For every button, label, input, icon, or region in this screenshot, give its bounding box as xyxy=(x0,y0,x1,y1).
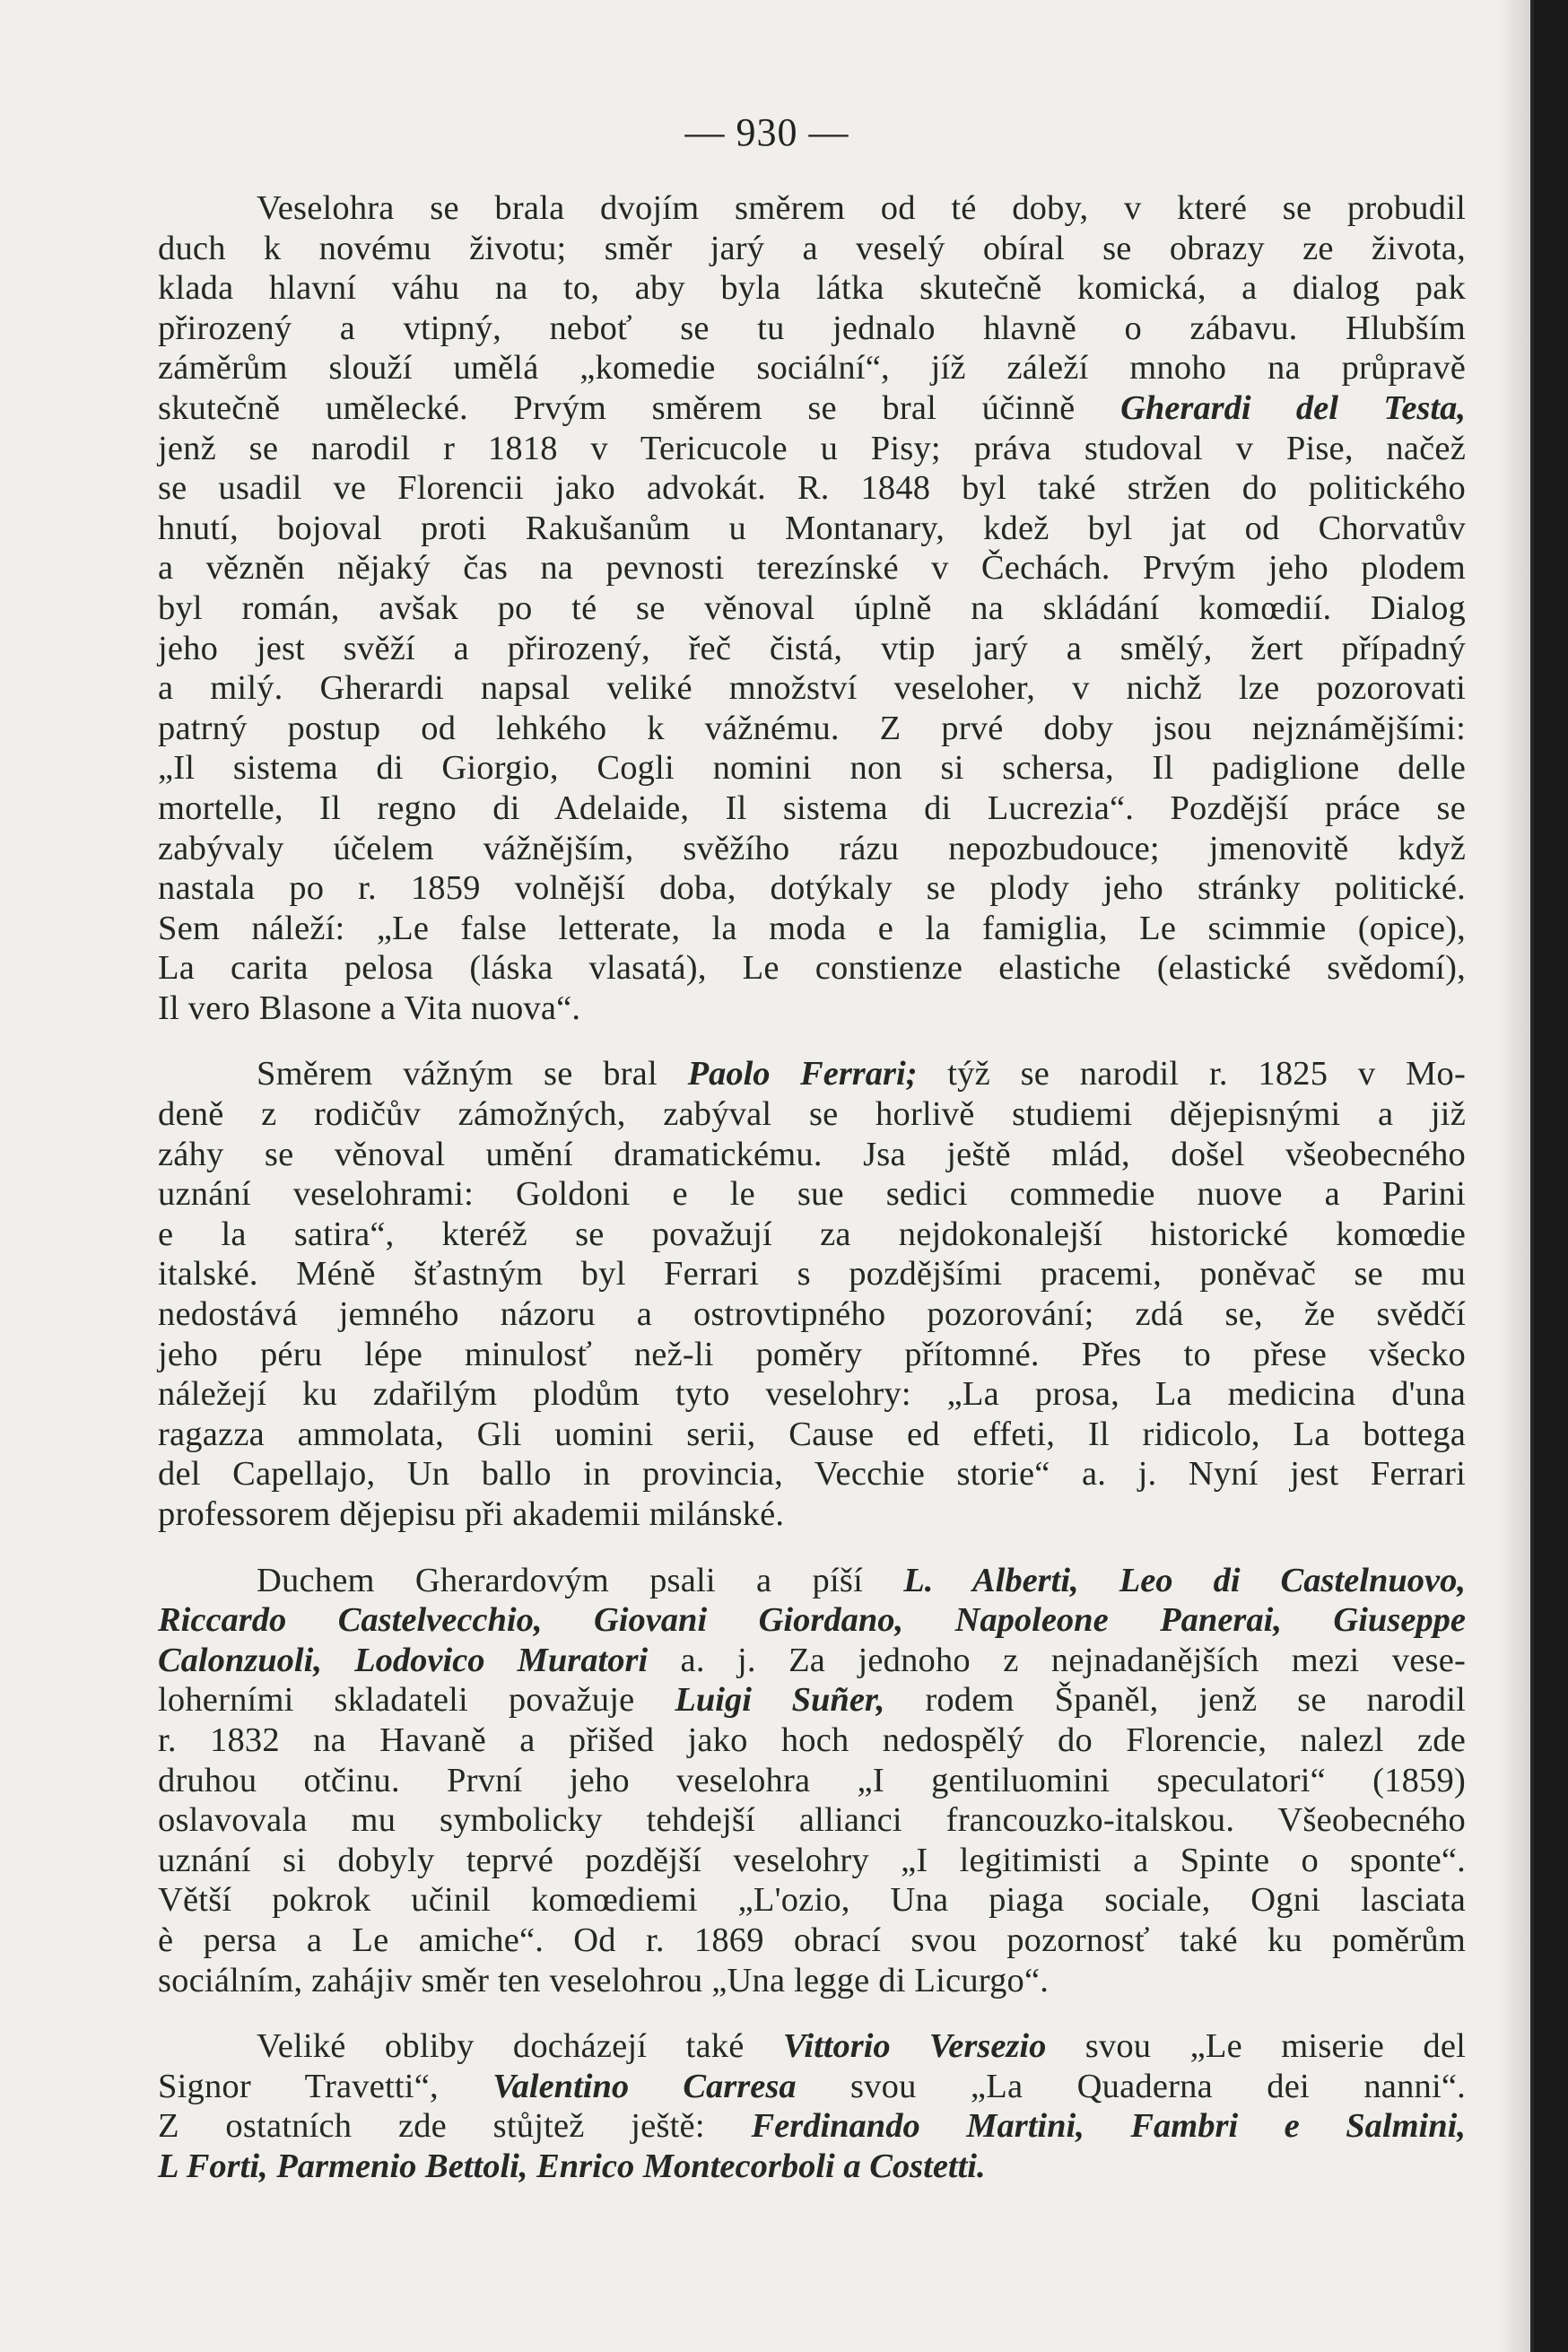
italic-name: Gherardi del Testa, xyxy=(1120,388,1466,427)
italic-name: L. Alberti, Leo di Castelnuovo, xyxy=(903,1561,1466,1599)
text-line xyxy=(158,1641,1466,1681)
text-run: Sem náleží: „Le false letterate, la moda e la famiglia, Le scimmie (opice), xyxy=(158,909,1466,947)
text-line xyxy=(158,1841,1466,1881)
text-run: a milý. Gherardi napsal veliké množství veseloher, v nichž lze pozorovati xyxy=(158,669,1466,708)
text-line xyxy=(158,1800,1466,1841)
text-run: italské. Méně šťastným byl Ferrari s pozdějšími pracemi, poněvač se mu xyxy=(158,1255,1466,1294)
paragraph xyxy=(158,2026,1466,2186)
text-run: Větší pokrok učinil komœdiemi „L'ozio, Una piaga sociale, Ogni lasciata xyxy=(158,1881,1466,1920)
text-line xyxy=(158,909,1466,949)
text-line xyxy=(158,948,1466,989)
text-line xyxy=(158,1494,1466,1535)
text-line xyxy=(158,1374,1466,1415)
text-line xyxy=(158,1961,1466,2001)
paragraph xyxy=(158,188,1466,1028)
text-line xyxy=(158,1094,1466,1135)
text-run: Signor Travetti“, xyxy=(158,2067,493,2105)
text-run: a. j. Za jednoho z nejnadanějších mezi vese- xyxy=(648,1641,1467,1679)
paragraph xyxy=(158,1054,1466,1534)
text-line xyxy=(158,348,1466,388)
text-line xyxy=(158,1174,1466,1215)
text-run: druhou otčinu. První jeho veselohra „I gentiluomini speculatori“ (1859) xyxy=(158,1761,1466,1799)
text-run: svou „La Quaderna dei nanni“. xyxy=(796,2067,1466,2105)
text-run: se usadil ve Florencii jako advokát. R. 1848 byl také stržen do politického xyxy=(158,469,1466,508)
text-line xyxy=(158,1054,1466,1094)
text-run: La carita pelosa (láska vlasatá), Le constienze elastiche (elastické svědomí), xyxy=(158,949,1466,988)
text-line xyxy=(158,2067,1466,2107)
text-line xyxy=(158,748,1466,788)
text-run: uznání veselohrami: Goldoni e le sue sedici commedie nuove a Parini xyxy=(158,1175,1466,1214)
text-line xyxy=(158,1921,1466,1961)
text-line xyxy=(158,1135,1466,1175)
text-line xyxy=(158,868,1466,909)
text-line xyxy=(158,2106,1466,2147)
text-run: e la satira“, kteréž se považují za nejdokonalejší historické komœdie xyxy=(158,1215,1466,1253)
text-run: professorem dějepisu při akademii milánské. xyxy=(158,1495,785,1533)
text-run: jeho jest svěží a přirozený, řeč čistá, vtip jarý a smělý, žert případný xyxy=(158,629,1466,667)
text-run: ragazza ammolata, Gli uomini serii, Cause ed effeti, Il ridicolo, La bottega xyxy=(158,1415,1466,1453)
text-line xyxy=(158,2147,1466,2187)
text-run: nedostává jemného názoru a ostrovtipného pozorování; zdá se, že svědčí xyxy=(158,1295,1466,1334)
text-run: náležejí ku zdařilým plodům tyto veselohry: „La prosa, La medicina d'una xyxy=(158,1375,1466,1414)
text-run: Veselohra se brala dvojím směrem od té doby, v které se probudil xyxy=(257,189,1466,227)
text-run: byl román, avšak po té se věnoval úplně na skládání komœdií. Dialog xyxy=(158,588,1466,627)
text-line xyxy=(158,989,1466,1029)
text-run: uznání si dobyly teprvé pozdější veselohry „I legitimisti a Spinte o sponte“. xyxy=(158,1841,1466,1879)
text-run: jenž se narodil r 1818 v Tericucole u Pisy; práva studoval v Pise, načež xyxy=(158,429,1466,467)
text-run: zabývaly účelem vážnějším, svěžího rázu nepozbudouce; jmenovitě když xyxy=(158,829,1466,867)
text-run: Veliké obliby docházejí také xyxy=(257,2027,783,2066)
text-run: „Il sistema di Giorgio, Cogli nomini non si schersa, Il padiglione delle xyxy=(158,749,1466,788)
text-run: è persa a Le amiche“. Od r. 1869 obrací svou pozornosť také ku poměrům xyxy=(158,1921,1466,1959)
text-run: Il vero Blasone a Vita nuova“. xyxy=(158,989,581,1027)
text-run: skutečně umělecké. Prvým směrem se bral účinně xyxy=(158,388,1121,427)
text-line xyxy=(158,429,1466,469)
text-run: patrný postup od lehkého k vážnému. Z prvé doby jsou nejznámějšími: xyxy=(158,709,1466,747)
italic-name: Luigi Suñer, xyxy=(675,1681,885,1720)
italic-name: L Forti, Parmenio Bettoli, Enrico Montecorboli a Costetti. xyxy=(158,2147,986,2185)
text-line xyxy=(158,2026,1466,2067)
text-line xyxy=(158,509,1466,549)
text-run: rodem Španěl, jenž se narodil xyxy=(884,1681,1466,1720)
italic-name: Valentino Carresa xyxy=(492,2067,797,2105)
text-line xyxy=(158,1561,1466,1601)
text-line xyxy=(158,1254,1466,1294)
italic-name: Paolo Ferrari; xyxy=(687,1055,918,1093)
text-run: záhy se věnoval umění dramatickému. Jsa ještě mlád, došel všeobecného xyxy=(158,1135,1466,1173)
text-line xyxy=(158,188,1466,229)
text-line xyxy=(158,709,1466,749)
text-run: Duchem Gherardovým psali a píší xyxy=(257,1561,904,1599)
text-line xyxy=(158,468,1466,509)
text-run: a vězněn nějaký čas na pevnosti terezínské v Čechách. Prvým jeho plodem xyxy=(158,549,1466,588)
text-run: jeho péru lépe minulosť než-li poměry přítomné. Přes to přese všecko xyxy=(158,1335,1466,1373)
text-run: přirozený a vtipný, neboť se tu jednalo hlavně o zábavu. Hlubším xyxy=(158,309,1466,347)
text-line xyxy=(158,1454,1466,1494)
text-run: mortelle, Il regno di Adelaide, Il sistema di Lucrezia“. Pozdější práce se xyxy=(158,788,1466,827)
text-run: nastala po r. 1859 volnější doba, dotýkaly se plody jeho stránky politické. xyxy=(158,869,1466,908)
text-line xyxy=(158,788,1466,829)
text-line xyxy=(158,1294,1466,1335)
text-line xyxy=(158,1415,1466,1455)
text-run: hnutí, bojoval proti Rakušanům u Montanary, kdež byl jat od Chorvatův xyxy=(158,509,1466,547)
text-line xyxy=(158,1761,1466,1801)
text-run: deně z rodičův zámožných, zabýval se horlivě studiemi dějepisnými a již xyxy=(158,1095,1466,1134)
text-line xyxy=(158,548,1466,588)
text-run: Směrem vážným se bral xyxy=(257,1055,688,1093)
text-line xyxy=(158,1680,1466,1720)
text-run: Z ostatních zde stůjtež ještě: xyxy=(158,2107,752,2146)
text-run: duch k novému životu; směr jarý a veselý obíral se obrazy ze života, xyxy=(158,229,1466,267)
text-run: záměrům slouží umělá „komedie sociální“, jíž záleží mnoho na průpravě xyxy=(158,349,1466,388)
paragraph xyxy=(158,1561,1466,2001)
text-run: týž se narodil r. 1825 v Mo- xyxy=(917,1055,1466,1093)
italic-name: Calonzuoli, Lodovico Muratori xyxy=(158,1641,649,1679)
text-line xyxy=(158,588,1466,629)
text-line xyxy=(158,1215,1466,1255)
text-run: loherními skladateli považuje xyxy=(158,1681,675,1720)
body-text xyxy=(158,188,1466,2187)
italic-name: Vittorio Versezio xyxy=(782,2027,1047,2066)
text-line xyxy=(158,1600,1466,1641)
text-line xyxy=(158,1880,1466,1921)
text-line xyxy=(158,668,1466,709)
text-line xyxy=(158,229,1466,269)
text-run: r. 1832 na Havaně a přišed jako hoch nedospělý do Florencie, nalezl zde xyxy=(158,1720,1466,1759)
text-line xyxy=(158,629,1466,669)
text-run: oslavovala mu symbolicky tehdejší allianci francouzko-italskou. Všeobecného xyxy=(158,1801,1466,1840)
text-line xyxy=(158,388,1466,429)
text-line xyxy=(158,1720,1466,1761)
text-run: del Capellajo, Un ballo in provincia, Vecchie storie“ a. j. Nyní jest Ferrari xyxy=(158,1455,1466,1494)
text-line xyxy=(158,829,1466,869)
text-run: svou „Le miserie del xyxy=(1046,2027,1467,2066)
text-line xyxy=(158,1335,1466,1375)
text-line xyxy=(158,309,1466,349)
text-run: klada hlavní váhu na to, aby byla látka skutečně komická, a dialog pak xyxy=(158,269,1466,308)
text-line xyxy=(158,268,1466,309)
text-run: sociálním, zahájiv směr ten veselohrou „Una legge di Licurgo“. xyxy=(158,1961,1050,1999)
italic-name: Ferdinando Martini, Fambri e Salmini, xyxy=(751,2107,1466,2146)
page-number: — 930 — xyxy=(684,110,849,154)
italic-name: Riccardo Castelvecchio, Giovani Giordano, Napoleone Panerai, Giuseppe xyxy=(158,1601,1466,1640)
